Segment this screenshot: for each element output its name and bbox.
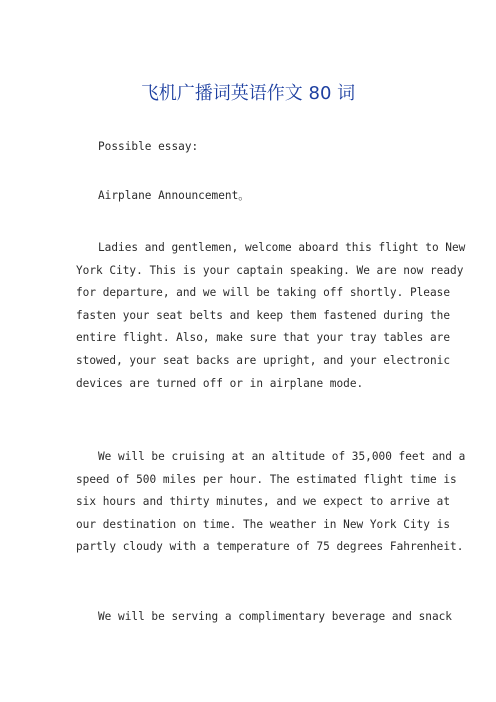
paragraph-2-line: We will be cruising at an altitude of 35,000 feet and a [98,450,466,463]
intro-label: Possible essay: [98,140,199,153]
essay-title: Airplane Announcement。 [98,189,250,202]
paragraph-1-line: devices are turned off or in airplane mode. [76,376,364,390]
paragraph-1-line: stowed, your seat backs are upright, and your electronic [76,353,451,367]
paragraph-1 [76,237,466,395]
paragraph-1-line: Ladies and gentlemen, welcome aboard this flight to New [98,241,466,254]
paragraph-1-line: York City. This is your captain speaking. We are now ready [76,263,464,277]
paragraph-2-line: partly cloudy with a temperature of 75 degrees Fahrenheit. [76,540,464,554]
paragraph-3-line: We will be serving a complimentary beverage and snack [98,610,452,623]
paragraph-2-line: our destination on time. The weather in New York City is [76,517,451,531]
paragraph-2 [76,446,466,559]
paragraph-1-line: entire flight. Also, make sure that your tray tables are [76,331,451,345]
paragraph-3 [76,606,452,629]
paragraph-2-line: six hours and thirty minutes, and we expect to arrive at [76,495,451,509]
paragraph-2-line: speed of 500 miles per hour. The estimated flight time is [76,472,457,486]
paragraph-1-line: for departure, and we will be taking off shortly. Please [76,286,451,300]
document-title: 飞机广播词英语作文 80 词 [140,83,356,104]
paragraph-1-line: fasten your seat belts and keep them fastened during the [76,308,451,322]
